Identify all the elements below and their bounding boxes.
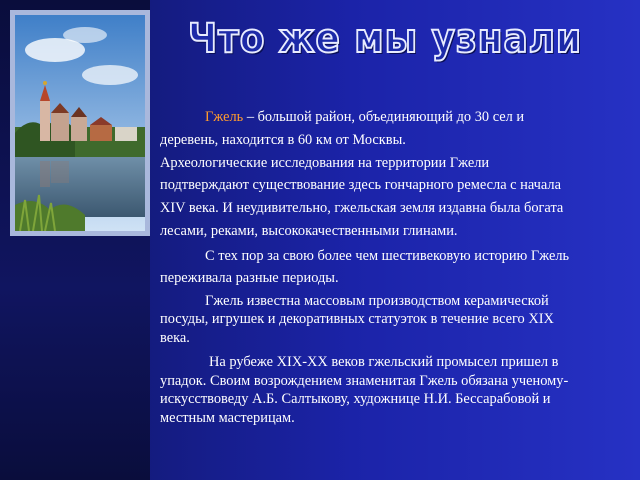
paragraph-2 bbox=[160, 245, 628, 291]
p1-line-3: Археологические исследования на территории Гжели bbox=[160, 154, 490, 171]
paragraph-1 bbox=[160, 106, 628, 243]
p1-line-1: – большой район, объединяющий до 30 сел и bbox=[243, 109, 525, 125]
p4-line-3: искусствоведу А.Б. Салтыкову, художнице Н.И. Бессарабовой и bbox=[160, 391, 551, 408]
photo-image bbox=[15, 15, 145, 231]
p4-line-1: На рубеже XIX-XX веков гжельский промысел пришел в bbox=[209, 354, 559, 371]
p1-line-5: XIV века. И неудивительно, гжельская земля издавна была богата bbox=[160, 200, 564, 216]
paragraph-3 bbox=[160, 292, 628, 347]
p1-line-4: подтверждают существование здесь гончарного ремесла с начала bbox=[160, 177, 561, 194]
p2-line-1: С тех пор за свою более чем шестивековую историю Гжель bbox=[205, 247, 570, 264]
p1-line-6: лесами, реками, высококачественными глинами. bbox=[160, 222, 458, 239]
p3-line-2: посуды, игрушек и декоративных статуэток в течение всего XIX bbox=[160, 311, 554, 328]
highlight-word: Гжель bbox=[205, 109, 244, 125]
p2-line-2: переживала разные периоды. bbox=[160, 270, 339, 287]
p1-line-2: деревень, находится в 60 км от Москвы. bbox=[160, 131, 406, 148]
slide-title: Что же мы узнали bbox=[187, 16, 583, 62]
slide-body-text bbox=[160, 106, 628, 433]
p3-line-3: века. bbox=[160, 329, 190, 346]
church-landscape-photo bbox=[10, 10, 150, 236]
p4-line-2: упадок. Своим возрождением знаменитая Гжель обязана ученому- bbox=[160, 372, 569, 389]
p4-line-4: местным мастерицам. bbox=[160, 409, 295, 426]
paragraph-4 bbox=[160, 353, 628, 427]
p3-line-1: Гжель известна массовым производством керамической bbox=[205, 293, 549, 309]
